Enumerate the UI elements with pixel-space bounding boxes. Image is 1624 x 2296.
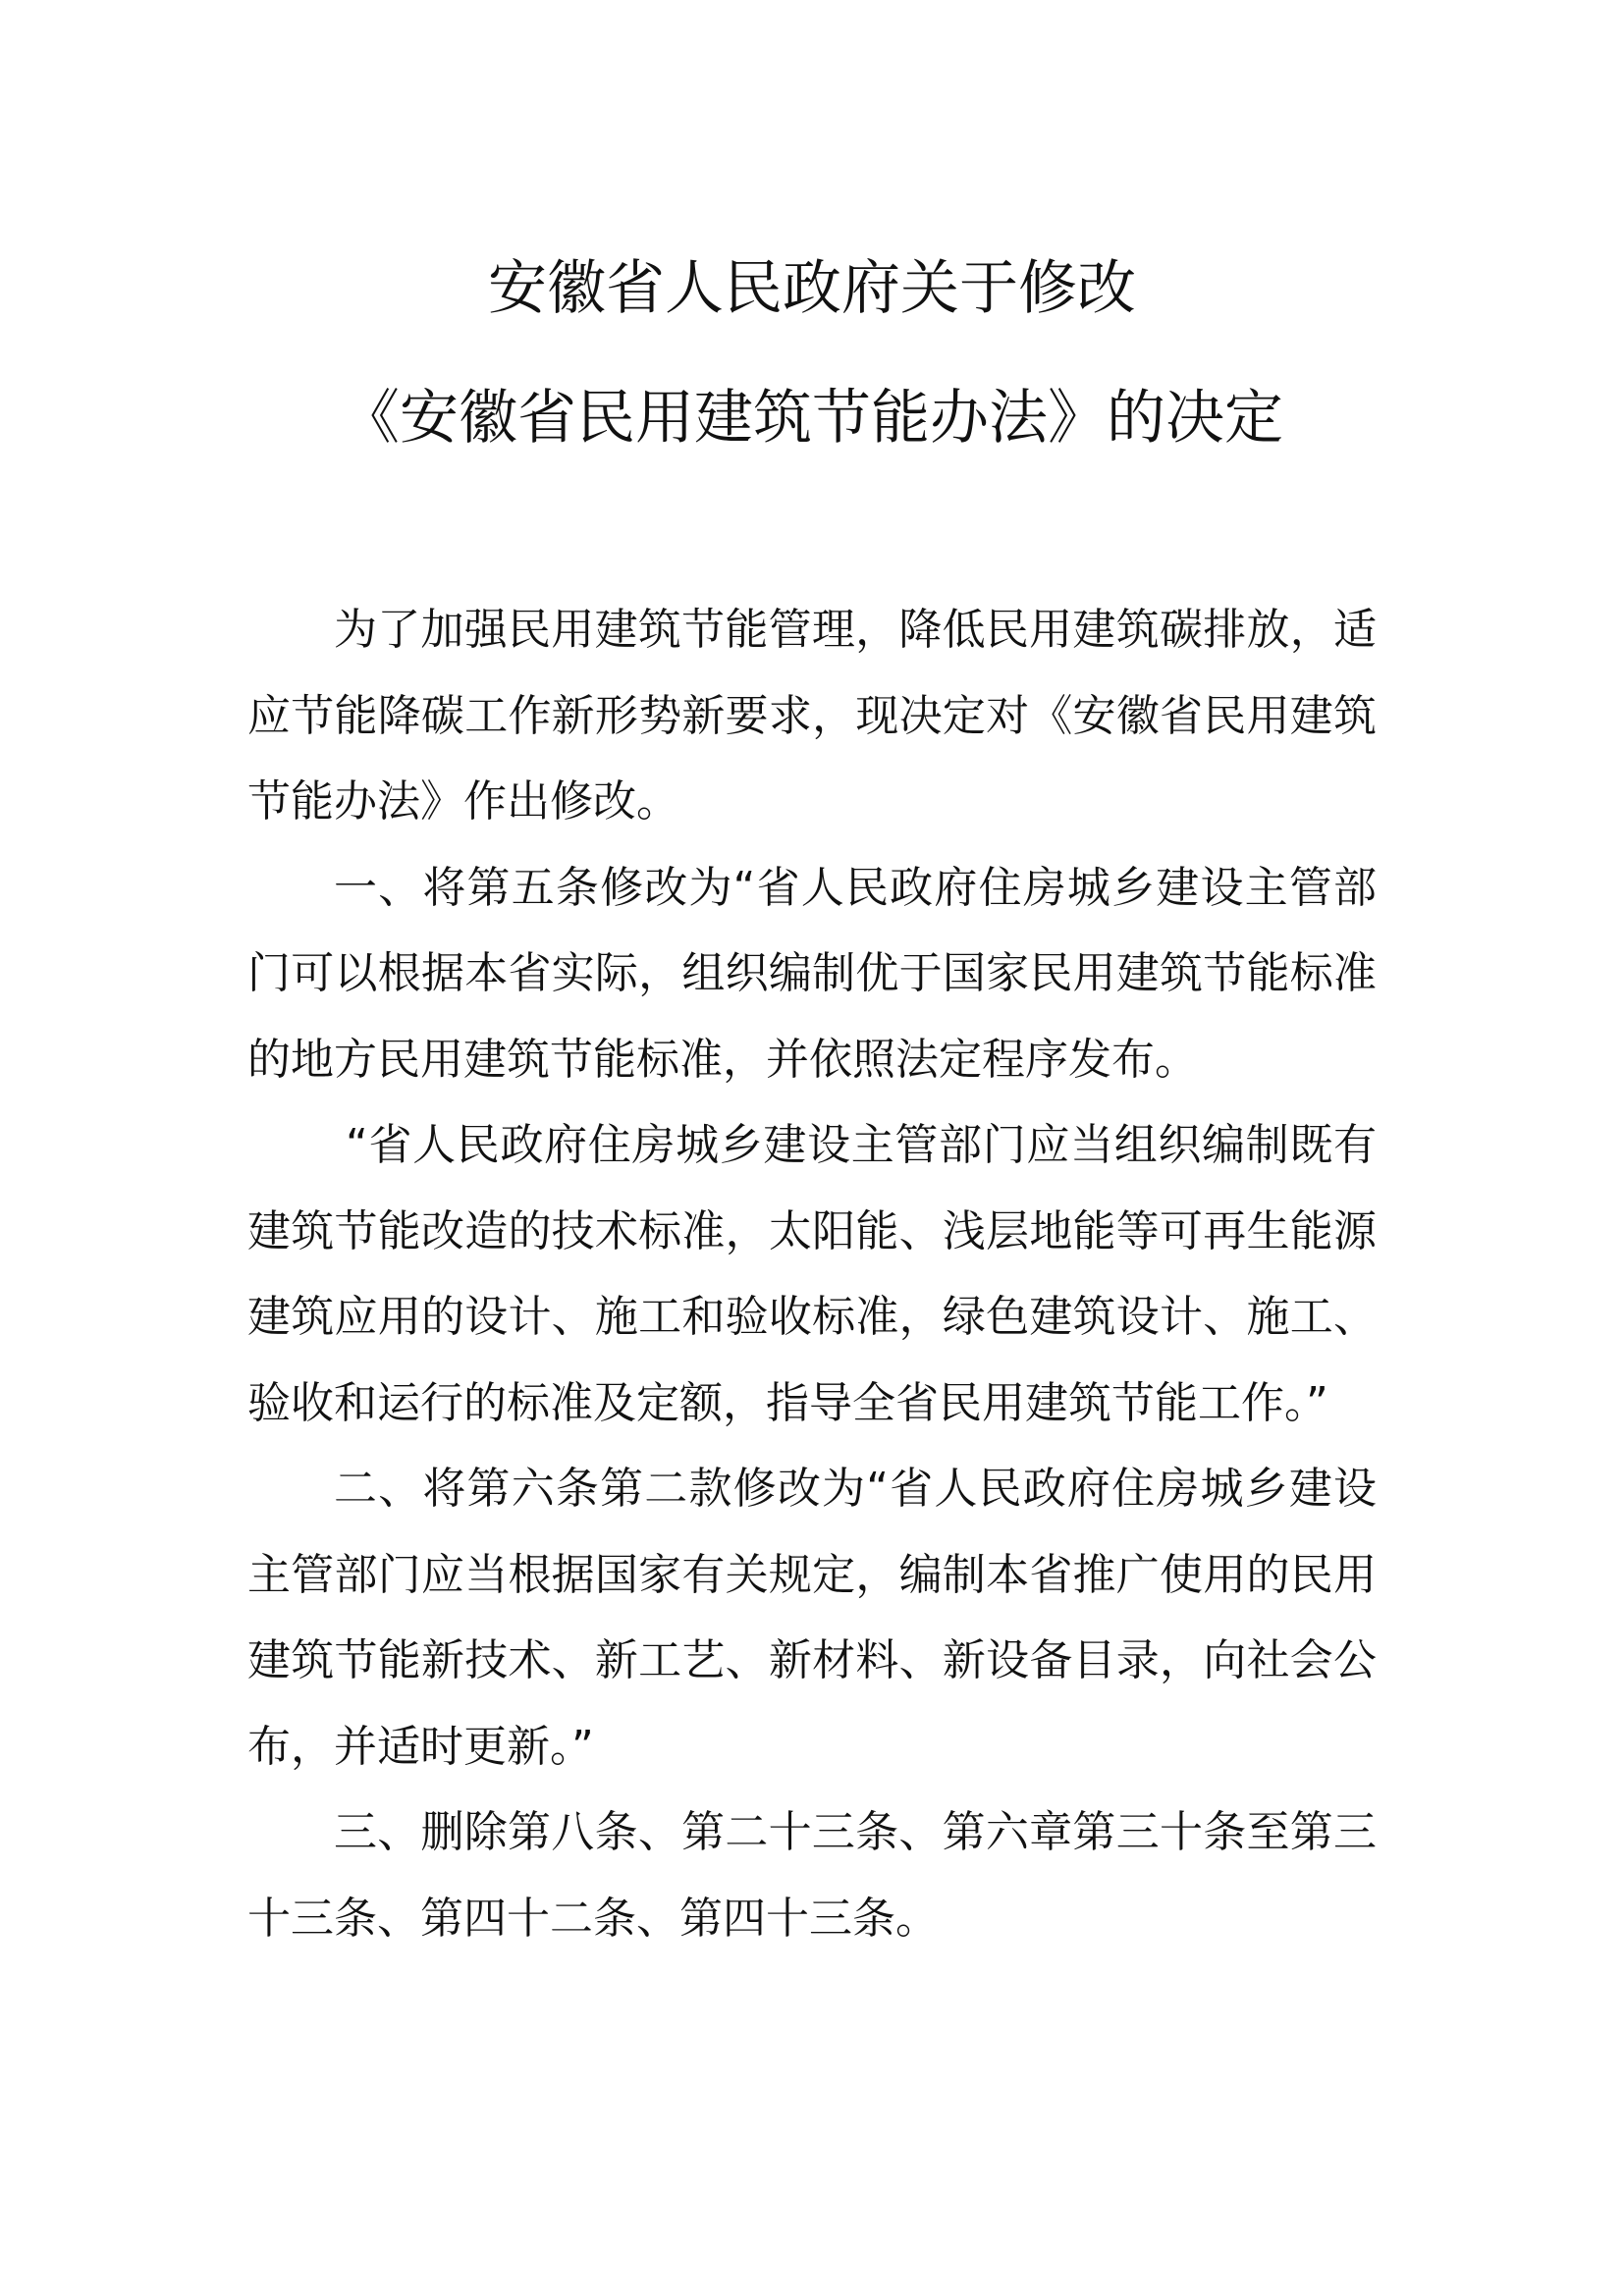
title-line-2: 《安徽省民用建筑节能办法》的决定 (341, 384, 1283, 453)
paragraph-preamble: 为了加强民用建筑节能管理，降低民用建筑碳排放，适应节能降碳工作新形势新要求，现决定对《安徽省民用建筑节能办法》作出修改。 (247, 605, 1377, 827)
document-title (0, 224, 1624, 483)
title-line-1: 安徽省人民政府关于修改 (488, 254, 1136, 323)
paragraph-amendment-2: 二、将第六条第二款修改为“省人民政府住房城乡建设主管部门应当根据国家有关规定，编制本省推广使用的民用建筑节能新技术、新工艺、新材料、新设备目录，向社会公布，并适时更新。” (247, 1464, 1377, 1772)
paragraph-amendment-1: 一、将第五条修改为“省人民政府住房城乡建设主管部门可以根据本省实际，组织编制优于国家民用建筑节能标准的地方民用建筑节能标准，并依照法定程序发布。 (247, 862, 1377, 1085)
paragraph-amendment-1-continued: “省人民政府住房城乡建设主管部门应当组织编制既有建筑节能改造的技术标准，太阳能、浅层地能等可再生能源建筑应用的设计、施工和验收标准，绿色建筑设计、施工、验收和运行的标准及定额，指导全省民用建筑节能工作。” (247, 1120, 1377, 1428)
document-body (247, 587, 1377, 1961)
paragraph-amendment-3: 三、删除第八条、第二十三条、第六章第三十条至第三十三条、第四十二条、第四十三条。 (247, 1807, 1377, 1944)
